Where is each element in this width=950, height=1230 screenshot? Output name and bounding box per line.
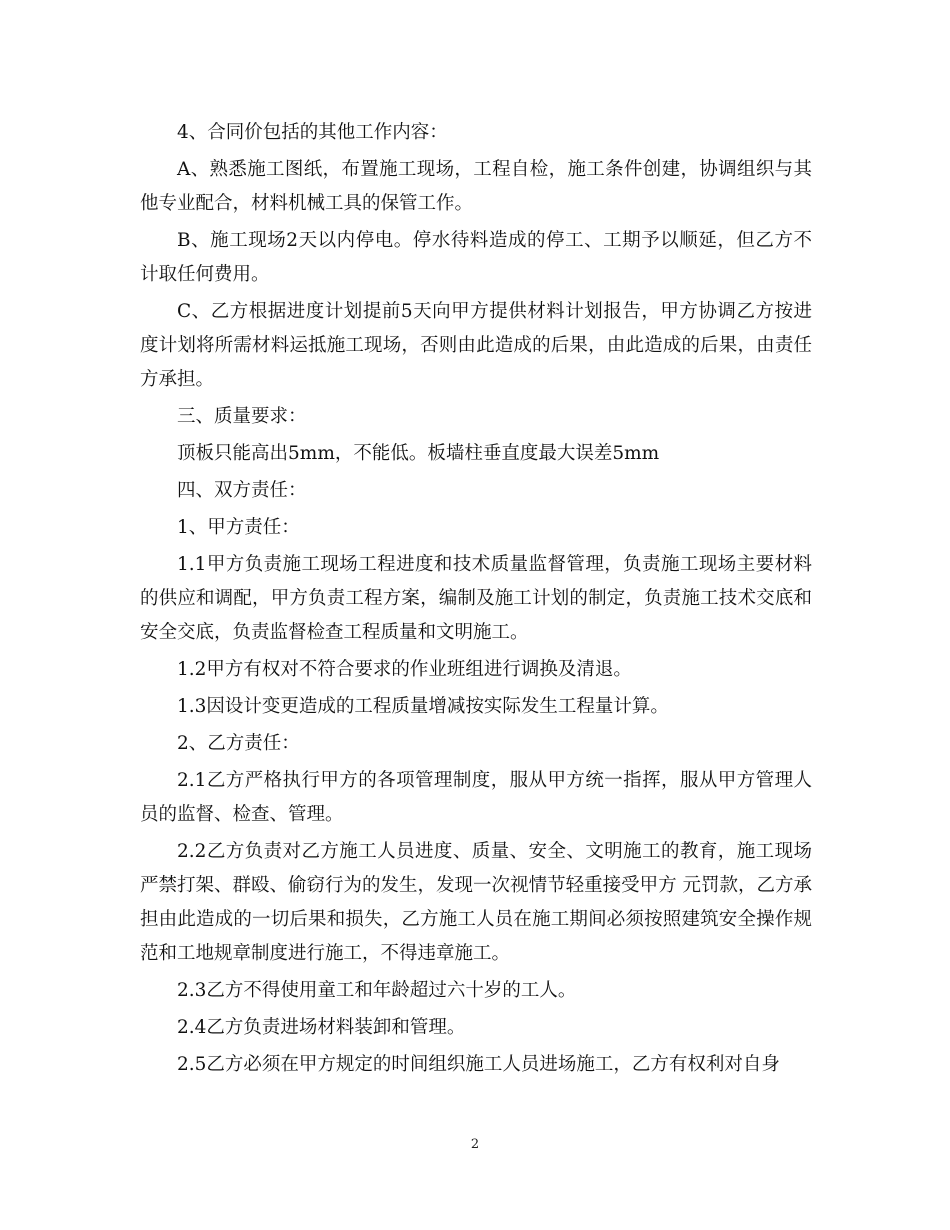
document-body (140, 116, 812, 1085)
paragraph: 顶板只能高出5mm，不能低。板墙柱垂直度最大误差5mm (177, 443, 660, 464)
section-heading: 三、质量要求： (177, 406, 307, 427)
paragraph: A、熟悉施工图纸，布置施工现场，工程自检，施工条件创建，协调组织与其他专业配合，材料机械工具的保管工作。 (140, 159, 812, 214)
page-number: 2 (470, 1137, 480, 1152)
paragraph: 1.3因设计变更造成的工程质量增减按实际发生工程量计算。 (177, 696, 669, 717)
paragraph: C、乙方根据进度计划提前5天向甲方提供材料计划报告，甲方协调乙方按进度计划将所需材料运抵施工现场，否则由此造成的后果，由此造成的后果，由责任方承担。 (140, 301, 812, 390)
paragraph: 2.5乙方必须在甲方规定的时间组织施工人员进场施工，乙方有权利对自身 (177, 1054, 780, 1075)
paragraph: 2.3乙方不得使用童工和年龄超过六十岁的工人。 (177, 980, 577, 1001)
section-heading: 四、双方责任： (177, 480, 307, 501)
subsection-heading: 1、甲方责任： (177, 517, 300, 538)
paragraph: B、施工现场2天以内停电。停水待料造成的停工、工期予以顺延，但乙方不计取任何费用。 (140, 230, 812, 285)
paragraph: 2.4乙方负责进场材料装卸和管理。 (177, 1017, 466, 1038)
paragraph: 4、合同价包括的其他工作内容： (177, 122, 448, 143)
subsection-heading: 2、乙方责任： (177, 733, 300, 754)
paragraph: 1.2甲方有权对不符合要求的作业班组进行调换及清退。 (177, 659, 632, 680)
paragraph: 2.1乙方严格执行甲方的各项管理制度，服从甲方统一指挥，服从甲方管理人员的监督、检查、管理。 (140, 770, 812, 825)
paragraph: 1.1甲方负责施工现场工程进度和技术质量监督管理，负责施工现场主要材料的供应和调配，甲方负责工程方案，编制及施工计划的制定，负责施工技术交底和安全交底，负责监督检查工程质量和文明施工。 (140, 554, 812, 643)
paragraph: 2.2乙方负责对乙方施工人员进度、质量、安全、文明施工的教育，施工现场严禁打架、群殴、偷窃行为的发生，发现一次视情节轻重接受甲方 元罚款，乙方承担由此造成的一切后果和损失，乙方施工人员在施工期间必须按照建筑安全操作规范和工地规章制度进行施工，不得违章施工。 (140, 841, 812, 964)
